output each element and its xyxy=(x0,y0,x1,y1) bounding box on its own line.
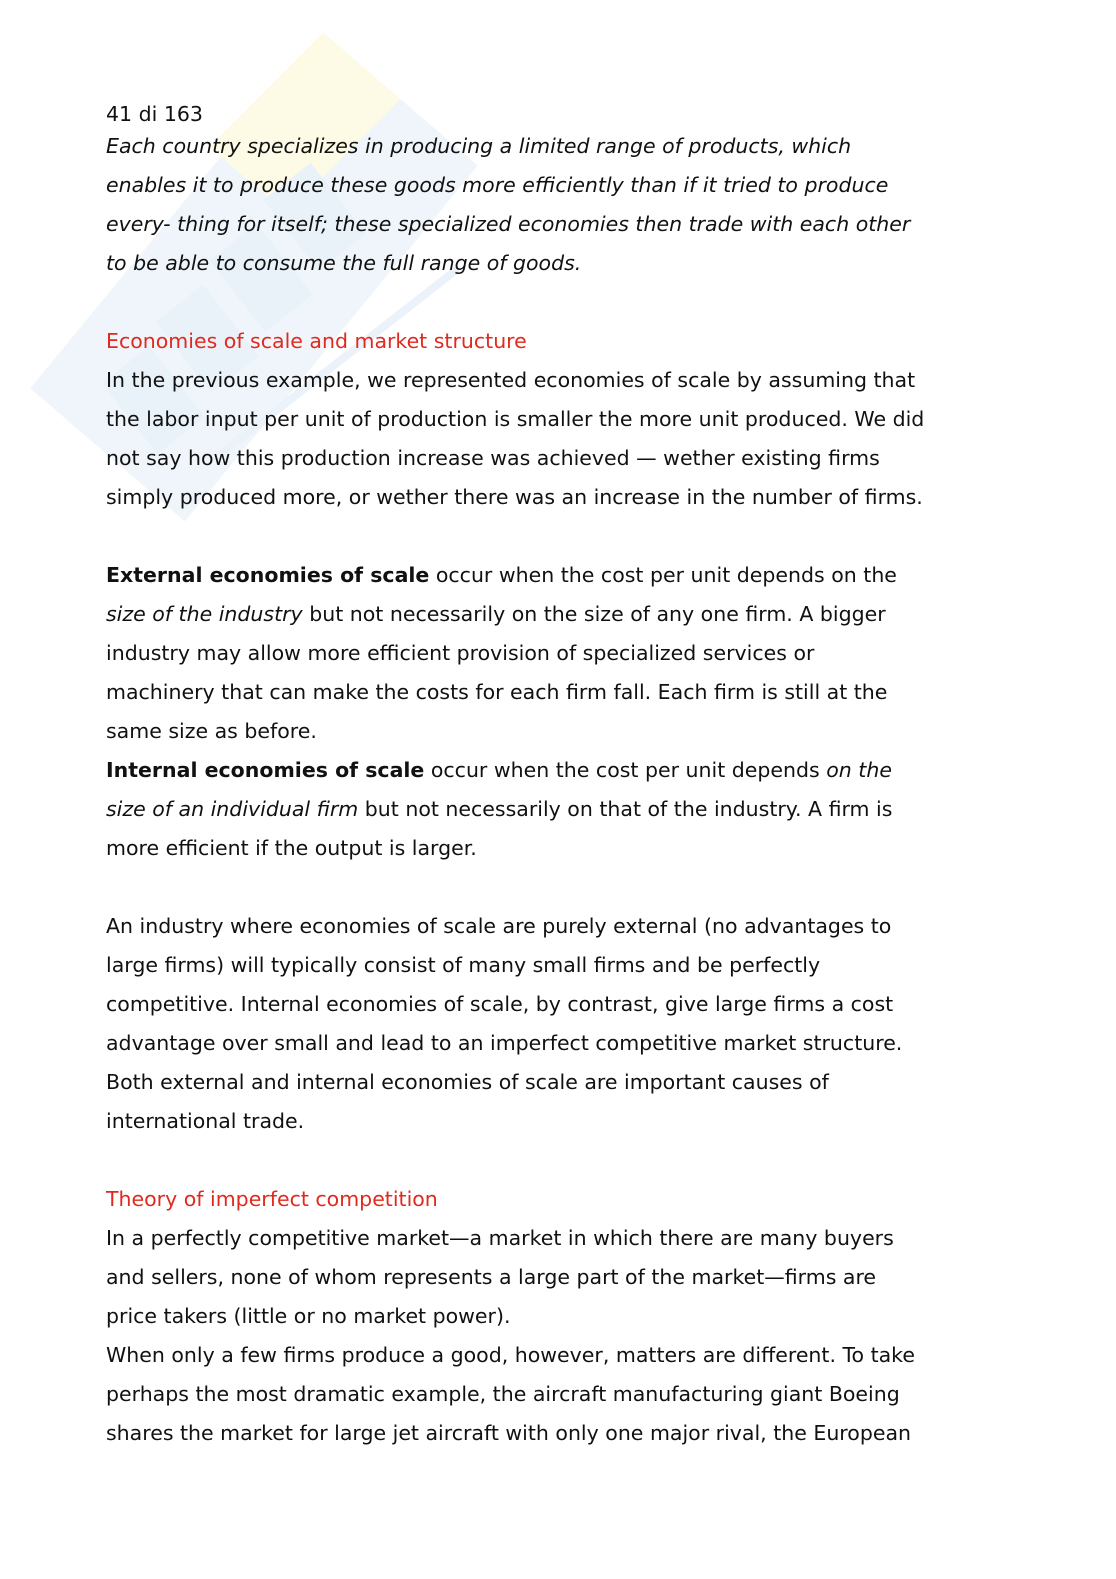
text-line xyxy=(106,205,1106,244)
bold-term: Internal economies of scale xyxy=(106,758,425,782)
italic-text: to be able to consume the full range of goods. xyxy=(106,251,582,275)
blank-line xyxy=(106,517,1106,556)
text-line xyxy=(106,907,1106,946)
text-line xyxy=(106,1297,1106,1336)
text-line xyxy=(106,829,1106,868)
text-line xyxy=(106,1219,1106,1258)
italic-text: Each country specializes in producing a limited range of products, which xyxy=(106,134,852,158)
text-line xyxy=(106,946,1106,985)
italic-text: size of an individual firm xyxy=(106,797,359,821)
heading-text: Theory of imperfect competition xyxy=(106,1187,438,1211)
text-run: In the previous example, we represented economies of scale by assuming that xyxy=(106,368,916,392)
text-run: When only a few firms produce a good, however, matters are different. To take xyxy=(106,1343,915,1367)
text-line xyxy=(106,400,1106,439)
text-run: price takers (little or no market power). xyxy=(106,1304,511,1328)
section-heading xyxy=(106,322,1106,361)
text-run: the labor input per unit of production is smaller the more unit produced. We did xyxy=(106,407,925,431)
blank-line xyxy=(106,1141,1106,1180)
italic-text: on the xyxy=(826,758,892,782)
text-line xyxy=(106,244,1106,283)
text-line xyxy=(106,985,1106,1024)
text-run: advantage over small and lead to an imperfect competitive market structure. xyxy=(106,1031,903,1055)
text-line xyxy=(106,751,1106,790)
page-number: 41 di 163 xyxy=(106,102,203,126)
text-line xyxy=(106,1258,1106,1297)
text-line xyxy=(106,439,1106,478)
blank-line xyxy=(106,868,1106,907)
text-line xyxy=(106,1024,1106,1063)
text-line xyxy=(106,790,1106,829)
text-run: same size as before. xyxy=(106,719,317,743)
text-run: competitive. Internal economies of scale, by contrast, give large firms a cost xyxy=(106,992,894,1016)
text-line xyxy=(106,1414,1106,1453)
blank-line xyxy=(106,283,1106,322)
document-body xyxy=(106,127,1106,1453)
text-line xyxy=(106,361,1106,400)
text-run: shares the market for large jet aircraft with only one major rival, the European xyxy=(106,1421,912,1445)
text-run: machinery that can make the costs for each firm fall. Each firm is still at the xyxy=(106,680,888,704)
text-run: In a perfectly competitive market—a market in which there are many buyers xyxy=(106,1226,894,1250)
text-run: Both external and internal economies of scale are important causes of xyxy=(106,1070,829,1094)
section-heading xyxy=(106,1180,1106,1219)
text-run: perhaps the most dramatic example, the aircraft manufacturing giant Boeing xyxy=(106,1382,900,1406)
text-line xyxy=(106,634,1106,673)
text-run: simply produced more, or wether there was an increase in the number of firms. xyxy=(106,485,923,509)
italic-text: every- thing for itself; these specialized economies then trade with each other xyxy=(106,212,911,236)
text-line xyxy=(106,166,1106,205)
text-run: industry may allow more efficient provision of specialized services or xyxy=(106,641,815,665)
text-run: large firms) will typically consist of many small firms and be perfectly xyxy=(106,953,821,977)
text-line xyxy=(106,595,1106,634)
text-run: and sellers, none of whom represents a large part of the market—firms are xyxy=(106,1265,877,1289)
italic-text: size of the industry xyxy=(106,602,303,626)
text-line xyxy=(106,478,1106,517)
bold-term: External economies of scale xyxy=(106,563,430,587)
text-run: occur when the cost per unit depends xyxy=(424,758,827,782)
text-run: international trade. xyxy=(106,1109,305,1133)
text-run: but not necessarily on that of the industry. A firm is xyxy=(358,797,893,821)
text-line xyxy=(106,673,1106,712)
text-run: An industry where economies of scale are purely external (no advantages to xyxy=(106,914,892,938)
text-line xyxy=(106,1336,1106,1375)
italic-text: enables it to produce these goods more efficiently than if it tried to produce xyxy=(106,173,889,197)
text-run: but not necessarily on the size of any one firm. A bigger xyxy=(302,602,886,626)
text-line xyxy=(106,1063,1106,1102)
text-line xyxy=(106,556,1106,595)
text-line xyxy=(106,1375,1106,1414)
text-run: more efficient if the output is larger. xyxy=(106,836,477,860)
text-line xyxy=(106,1102,1106,1141)
text-run: not say how this production increase was achieved — wether existing firms xyxy=(106,446,880,470)
text-run: occur when the cost per unit depends on the xyxy=(429,563,897,587)
text-line xyxy=(106,712,1106,751)
heading-text: Economies of scale and market structure xyxy=(106,329,527,353)
text-line xyxy=(106,127,1106,166)
